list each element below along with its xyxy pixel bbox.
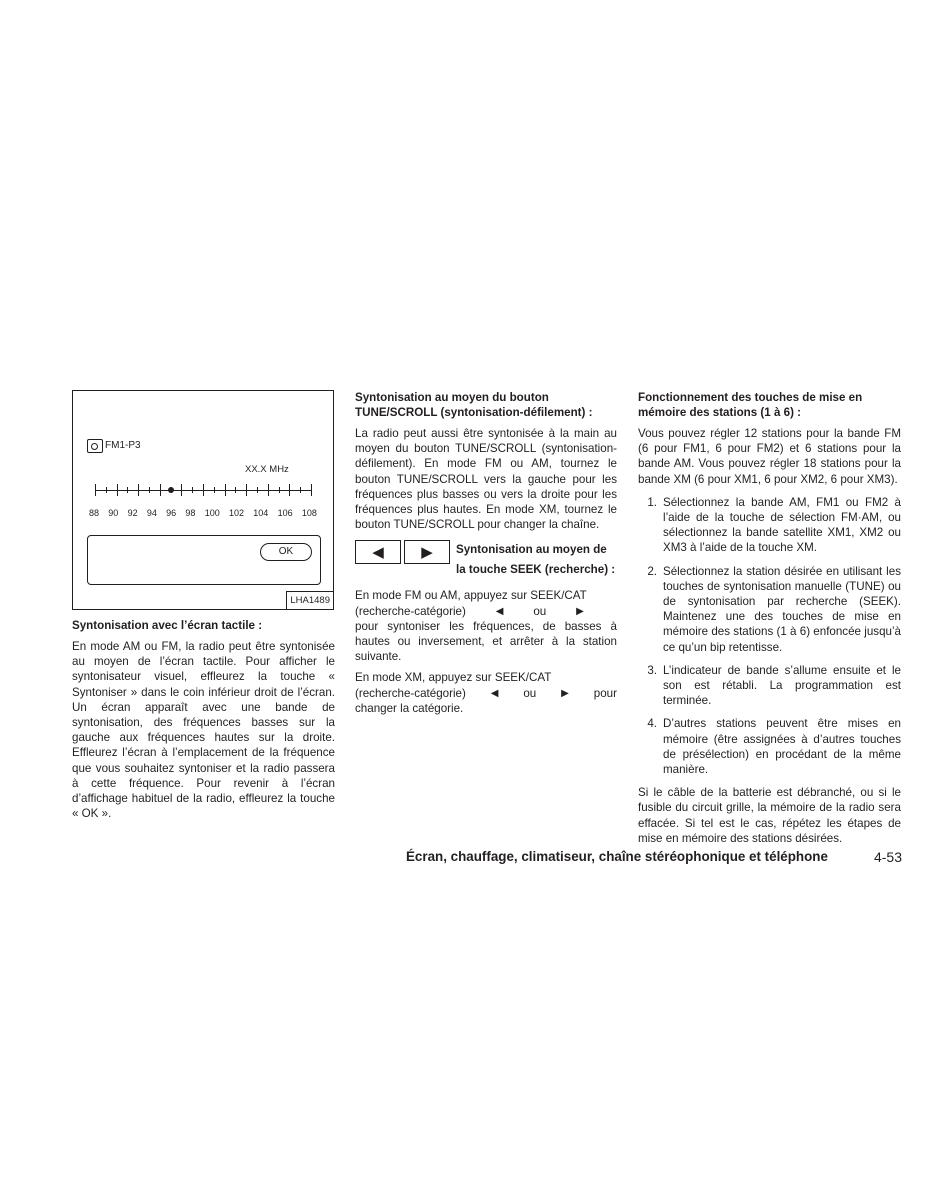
section-heading: Fonctionnement des touches de mise en mémoire des stations (1 à 6) : [638,391,863,419]
scale-tick [268,484,269,496]
step-number: 3. [647,663,657,677]
page-footer [406,849,902,865]
right-triangle-icon: ▶ [576,605,584,617]
seek-forward-button-icon: ▶ [404,540,450,564]
body-paragraph [355,588,617,664]
step-number: 4. [647,717,657,731]
scale-tick [117,484,118,496]
page-number: 4-53 [873,849,902,865]
scale-label: 94 [146,508,157,518]
scale-label: 108 [301,508,317,518]
text-run: ou [533,604,547,618]
band-indicator [87,438,141,453]
scale-label: 102 [228,508,245,518]
step-text: Sélectionnez la bande AM, FM1 ou FM2 à l’aide de la touche de sélection FM·AM, ou sélectionnez la bande satellite XM1, XM2 ou XM3 à l’aide de la touche XM. [663,495,901,555]
scale-tick [95,484,96,496]
scale-tick [311,484,312,496]
ok-button[interactable]: OK [260,543,312,561]
text-run: En mode XM, appuyez sur SEEK/CAT [355,671,552,685]
left-triangle-icon: ◀ [490,687,499,699]
scale-label: 98 [185,508,196,518]
chapter-title: Écran, chauffage, climatiseur, chaîne stéréophonique et téléphone [406,849,828,864]
section-heading: Syntonisation avec l’écran tactile : [72,619,263,632]
scale-label: 90 [108,508,119,518]
scale-label: 92 [127,508,138,518]
section-heading: Syntonisation au moyen du bouton TUNE/SCROLL (syntonisation-défilement) : [355,391,593,419]
list-item [638,495,901,556]
body-paragraph: En mode AM ou FM, la radio peut être syntonisée au moyen de l’écran tactile. Pour afficher le syntonisateur visuel, effleurez la touche « Syntoniser » dans le coin inférieur droit de l’écran. Un écran apparaît avec une bande de syntonisation, des fréquences basses sur la gauche aux fréquences hautes sur la droite. Effleurez l’écran à l’emplacement de la fréquence que vous souhaitez syntoniser et la radio passera à cette fréquence. Pour revenir à l’écran d’affichage habituel de la radio, effleurez la touche « OK ». [72,640,335,821]
scale-label: 104 [253,508,269,518]
scale-tick [149,487,150,493]
scale-tick [257,487,258,493]
scale-tick [106,487,107,493]
column-2 [355,390,617,724]
right-triangle-icon: ▶ [561,687,569,699]
step-number: 1. [647,495,657,509]
body-paragraph [355,670,617,716]
scale-tick [192,487,193,493]
text-run: pour [593,686,617,700]
column-1 [72,390,335,829]
scale-tick [225,484,226,496]
scale-label: 106 [277,508,293,518]
radio-icon [87,439,103,453]
band-label: FM1-P3 [105,440,141,451]
seek-back-button-icon: ◀ [355,540,401,564]
tuner-screen-figure [72,390,334,610]
list-item [638,564,901,655]
body-paragraph: Vous pouvez régler 12 stations pour la bande FM (6 pour FM1, 6 pour FM2) et 6 stations pour la bande AM. Vous pouvez régler 18 stations pour la bande XM (6 pour XM1, 6 pour XM2, 6 pour XM3). [638,427,901,486]
text-run: pour syntoniser les fréquences, de basses à hautes ou inversement, et arrêter à la station suivante. [355,619,617,664]
scale-label: 100 [204,508,220,518]
text-run: (recherche-catégorie) [355,686,466,700]
text-run: changer la catégorie. [355,701,464,715]
seek-section-header [355,540,617,579]
scale-tick [300,487,301,493]
scale-tick [127,487,128,493]
scale-tick [279,487,280,493]
tuning-cursor [168,487,174,493]
list-item [638,716,901,777]
figure-id: LHA1489 [286,591,333,609]
scale-tick [235,487,236,493]
text-run: En mode FM ou AM, appuyez sur SEEK/CAT [355,589,587,603]
scale-tick [181,484,182,496]
steps-list [638,495,901,777]
body-paragraph: Si le câble de la batterie est débranché, ou si le fusible du circuit grille, la mémoire de la radio sera effacée. Si tel est le cas, répétez les étapes de mise en mémoire des stations désirées. [638,786,901,845]
scale-label: 96 [166,508,177,518]
body-paragraph: La radio peut aussi être syntonisée à la main au moyen du bouton TUNE/SCROLL (syntonisation-défilement). En mode FM ou AM, tournez le bouton TUNE/SCROLL vers la gauche pour les fréquences plus basses ou vers la droite pour les fréquences plus hautes. En mode XM, tournez le bouton TUNE/SCROLL pour changer la chaîne. [355,427,617,532]
scale-tick [289,484,290,496]
scale-tick [203,484,204,496]
scale-label: 88 [89,508,100,518]
ok-panel [87,535,321,585]
tuning-scale-labels [89,506,317,521]
step-text: L’indicateur de bande s’allume ensuite et le son est rétabli. La programmation est terminée. [663,663,901,708]
scale-tick [246,484,247,496]
step-text: Sélectionnez la station désirée en utilisant les touches de syntonisation manuelle (TUNE) ou de syntonisation par recherche (SEEK). Maintenez une des touches de mise en mémoire des stations (1 à 6) enfoncée jusqu’à ce qu’un bip retentisse. [663,564,901,654]
left-triangle-icon: ◀ [495,605,504,617]
step-text: D’autres stations peuvent être mises en mémoire (être assignées à d’autres touches de présélection) en procédant de la même manière. [663,717,901,777]
scale-tick [160,484,161,496]
text-run: ou [523,686,537,700]
tuning-scale [95,479,311,503]
list-item [638,663,901,709]
scale-tick [138,484,139,496]
scale-tick [214,487,215,493]
section-heading: Syntonisation au moyen de la touche SEEK (recherche) : [456,543,616,576]
frequency-readout: XX.X MHz [245,464,289,475]
step-number: 2. [647,564,657,578]
text-run: (recherche-catégorie) [355,604,466,618]
column-3 [638,390,901,854]
